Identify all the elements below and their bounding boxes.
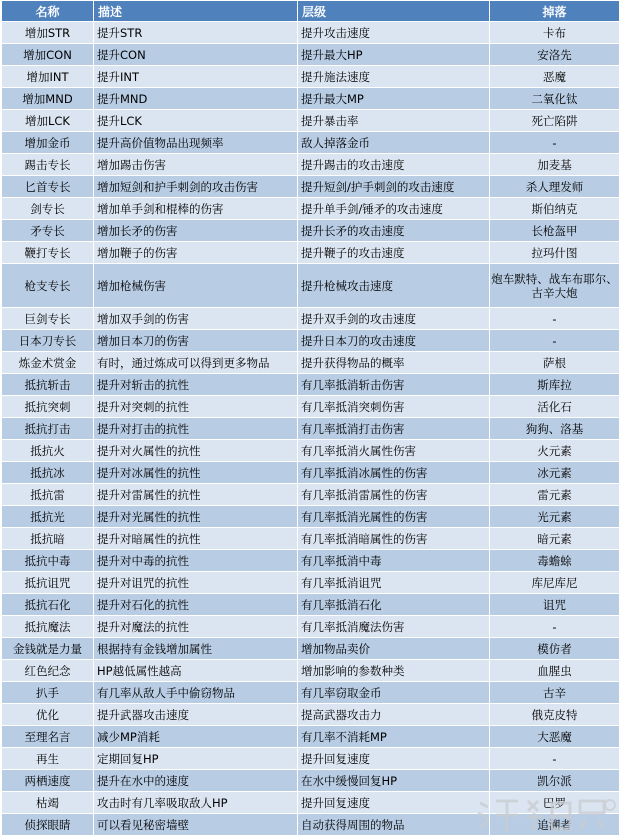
cell-name: 再生 — [2, 748, 94, 770]
cell-level: 提升长矛的攻击速度 — [298, 220, 490, 242]
cell-drop: 毒蟾蜍 — [490, 550, 620, 572]
cell-drop: 大恶魔 — [490, 726, 620, 748]
cell-level: 提升最大MP — [298, 88, 490, 110]
table-row — [2, 66, 620, 88]
cell-desc: 提升武器攻击速度 — [94, 704, 298, 726]
cell-drop: 卡布 — [490, 22, 620, 44]
cell-drop: - — [490, 308, 620, 330]
cell-desc: 根据持有金钱增加属性 — [94, 638, 298, 660]
cell-desc: 提升对斩击的抗性 — [94, 374, 298, 396]
table-row — [2, 374, 620, 396]
cell-drop: 库尼库尼 — [490, 572, 620, 594]
cell-name: 增加金币 — [2, 132, 94, 154]
cell-name: 抵抗突刺 — [2, 396, 94, 418]
cell-drop: 追溯者 — [490, 814, 620, 836]
table-row — [2, 154, 620, 176]
table-row — [2, 352, 620, 374]
cell-level: 提升双手剑的攻击速度 — [298, 308, 490, 330]
table-row — [2, 528, 620, 550]
cell-name: 两栖速度 — [2, 770, 94, 792]
cell-name: 抵抗打击 — [2, 418, 94, 440]
table-row — [2, 660, 620, 682]
cell-name: 增加STR — [2, 22, 94, 44]
cell-desc: 提升STR — [94, 22, 298, 44]
cell-level: 自动获得周围的物品 — [298, 814, 490, 836]
cell-drop: 死亡陷阱 — [490, 110, 620, 132]
cell-name: 抵抗石化 — [2, 594, 94, 616]
cell-desc: 提升对中毒的抗性 — [94, 550, 298, 572]
cell-desc: 增加短剑和护手刺剑的攻击伤害 — [94, 176, 298, 198]
table-row — [2, 770, 620, 792]
cell-desc: 增加双手剑的伤害 — [94, 308, 298, 330]
table-row — [2, 506, 620, 528]
cell-level: 有几率窃取金币 — [298, 682, 490, 704]
cell-level: 有几率抵消冰属性的伤害 — [298, 462, 490, 484]
cell-drop: 俄克皮特 — [490, 704, 620, 726]
cell-drop: 模仿者 — [490, 638, 620, 660]
table-row — [2, 176, 620, 198]
table-row — [2, 704, 620, 726]
cell-level: 有几率抵消光属性的伤害 — [298, 506, 490, 528]
cell-desc: 提升对雷属性的抗性 — [94, 484, 298, 506]
table-row — [2, 242, 620, 264]
cell-level: 提升施法速度 — [298, 66, 490, 88]
cell-level: 有几率不消耗MP — [298, 726, 490, 748]
cell-level: 提升最大HP — [298, 44, 490, 66]
cell-drop: 斯伯纳克 — [490, 198, 620, 220]
cell-drop: - — [490, 616, 620, 638]
cell-desc: 提升CON — [94, 44, 298, 66]
cell-level: 有几率抵消魔法伤害 — [298, 616, 490, 638]
cell-name: 至理名言 — [2, 726, 94, 748]
cell-name: 枯竭 — [2, 792, 94, 814]
header-drop: 掉落 — [490, 1, 620, 22]
cell-drop: 安洛先 — [490, 44, 620, 66]
cell-drop: 恶魔 — [490, 66, 620, 88]
cell-drop: - — [490, 132, 620, 154]
table-row — [2, 44, 620, 66]
table-row — [2, 682, 620, 704]
cell-name: 枪支专长 — [2, 264, 94, 308]
cell-name: 日本刀专长 — [2, 330, 94, 352]
cell-desc: 增加日本刀的伤害 — [94, 330, 298, 352]
cell-name: 金钱就是力量 — [2, 638, 94, 660]
cell-drop: - — [490, 330, 620, 352]
cell-name: 红色纪念 — [2, 660, 94, 682]
cell-drop: 火元素 — [490, 440, 620, 462]
cell-desc: 减少MP消耗 — [94, 726, 298, 748]
cell-name: 增加LCK — [2, 110, 94, 132]
cell-name: 炼金术赏金 — [2, 352, 94, 374]
table-row — [2, 198, 620, 220]
cell-drop: 斯库拉 — [490, 374, 620, 396]
cell-desc: 提升对光属性的抗性 — [94, 506, 298, 528]
cell-name: 增加INT — [2, 66, 94, 88]
cell-drop: 血腥虫 — [490, 660, 620, 682]
cell-name: 匕首专长 — [2, 176, 94, 198]
cell-level: 提升单手剑/锤矛的攻击速度 — [298, 198, 490, 220]
cell-name: 抵抗火 — [2, 440, 94, 462]
cell-level: 提升鞭子的攻击速度 — [298, 242, 490, 264]
table-row — [2, 550, 620, 572]
cell-desc: 有几率从敌人手中偷窃物品 — [94, 682, 298, 704]
cell-name: 抵抗中毒 — [2, 550, 94, 572]
cell-level: 有几率抵消中毒 — [298, 550, 490, 572]
cell-desc: 提升对火属性的抗性 — [94, 440, 298, 462]
cell-drop: 杀人理发师 — [490, 176, 620, 198]
table-row — [2, 616, 620, 638]
cell-level: 增加物品卖价 — [298, 638, 490, 660]
cell-level: 在水中缓慢回复HP — [298, 770, 490, 792]
cell-name: 矛专长 — [2, 220, 94, 242]
cell-level: 提升踢击的攻击速度 — [298, 154, 490, 176]
cell-level: 提升短剑/护手刺剑的攻击速度 — [298, 176, 490, 198]
table-row — [2, 418, 620, 440]
cell-desc: 提升对突刺的抗性 — [94, 396, 298, 418]
table-row — [2, 264, 620, 308]
cell-desc: 提升对石化的抗性 — [94, 594, 298, 616]
cell-level: 有几率抵消诅咒 — [298, 572, 490, 594]
cell-name: 增加CON — [2, 44, 94, 66]
cell-desc: 攻击时有几率吸取敌人HP — [94, 792, 298, 814]
cell-name: 优化 — [2, 704, 94, 726]
cell-level: 有几率抵消火属性伤害 — [298, 440, 490, 462]
cell-drop: 炮车默特、战车布耶尔、古辛大炮 — [490, 264, 620, 308]
cell-desc: 提升在水中的速度 — [94, 770, 298, 792]
table-row — [2, 396, 620, 418]
cell-desc: HP越低属性越高 — [94, 660, 298, 682]
cell-name: 抵抗诅咒 — [2, 572, 94, 594]
table-body — [2, 22, 620, 836]
cell-drop: 暗元素 — [490, 528, 620, 550]
watermark-logo — [470, 791, 620, 837]
cell-drop: 诅咒 — [490, 594, 620, 616]
cell-level: 提升获得物品的概率 — [298, 352, 490, 374]
cell-level: 有几率抵消突刺伤害 — [298, 396, 490, 418]
cell-level: 敌人掉落金币 — [298, 132, 490, 154]
cell-desc: 提升对诅咒的抗性 — [94, 572, 298, 594]
cell-drop: 萨根 — [490, 352, 620, 374]
cell-name: 侦探眼睛 — [2, 814, 94, 836]
cell-drop: 光元素 — [490, 506, 620, 528]
cell-level: 有几率抵消石化 — [298, 594, 490, 616]
cell-drop: 拉玛什图 — [490, 242, 620, 264]
table-row — [2, 594, 620, 616]
cell-drop: 长枪盔甲 — [490, 220, 620, 242]
cell-desc: 增加长矛的伤害 — [94, 220, 298, 242]
cell-drop: 巴罗 — [490, 792, 620, 814]
cell-level: 提升回复速度 — [298, 748, 490, 770]
cell-desc: 提升MND — [94, 88, 298, 110]
cell-level: 提升枪械攻击速度 — [298, 264, 490, 308]
cell-drop: 狗狗、洛基 — [490, 418, 620, 440]
header-name: 名称 — [2, 1, 94, 22]
cell-desc: 提升对魔法的抗性 — [94, 616, 298, 638]
cell-drop: 活化石 — [490, 396, 620, 418]
cell-name: 扒手 — [2, 682, 94, 704]
cell-drop: 加麦基 — [490, 154, 620, 176]
table-row — [2, 330, 620, 352]
table-row — [2, 22, 620, 44]
table-row — [2, 462, 620, 484]
cell-name: 抵抗魔法 — [2, 616, 94, 638]
cell-name: 增加MND — [2, 88, 94, 110]
cell-name: 踢击专长 — [2, 154, 94, 176]
cell-desc: 提升对打击的抗性 — [94, 418, 298, 440]
cell-desc: 增加单手剑和棍棒的伤害 — [94, 198, 298, 220]
cell-level: 增加影响的参数种类 — [298, 660, 490, 682]
cell-desc: 可以看见秘密墙壁 — [94, 814, 298, 836]
cell-desc: 定期回复HP — [94, 748, 298, 770]
cell-level: 提升攻击速度 — [298, 22, 490, 44]
table-header-row — [2, 1, 620, 22]
cell-level: 提升日本刀的攻击速度 — [298, 330, 490, 352]
cell-name: 巨剑专长 — [2, 308, 94, 330]
table-row — [2, 484, 620, 506]
cell-desc: 提升对冰属性的抗性 — [94, 462, 298, 484]
cell-desc: 增加踢击伤害 — [94, 154, 298, 176]
cell-name: 鞭打专长 — [2, 242, 94, 264]
cell-level: 提高武器攻击力 — [298, 704, 490, 726]
table-row — [2, 88, 620, 110]
cell-level: 有几率抵消暗属性的伤害 — [298, 528, 490, 550]
table-row — [2, 110, 620, 132]
cell-name: 抵抗斩击 — [2, 374, 94, 396]
cell-desc: 提升INT — [94, 66, 298, 88]
cell-drop: 雷元素 — [490, 484, 620, 506]
table-row — [2, 220, 620, 242]
cell-level: 有几率抵消打击伤害 — [298, 418, 490, 440]
cell-drop: 冰元素 — [490, 462, 620, 484]
table-row — [2, 440, 620, 462]
skill-table — [1, 0, 620, 836]
cell-drop: - — [490, 748, 620, 770]
cell-name: 剑专长 — [2, 198, 94, 220]
cell-level: 提升回复速度 — [298, 792, 490, 814]
cell-drop: 古辛 — [490, 682, 620, 704]
cell-level: 提升暴击率 — [298, 110, 490, 132]
table-row — [2, 726, 620, 748]
cell-drop: 凯尔派 — [490, 770, 620, 792]
cell-name: 抵抗冰 — [2, 462, 94, 484]
table-row — [2, 132, 620, 154]
table-row — [2, 308, 620, 330]
cell-desc: 增加鞭子的伤害 — [94, 242, 298, 264]
cell-desc: 提升对暗属性的抗性 — [94, 528, 298, 550]
cell-name: 抵抗光 — [2, 506, 94, 528]
header-level: 层级 — [298, 1, 490, 22]
cell-name: 抵抗雷 — [2, 484, 94, 506]
table-row — [2, 572, 620, 594]
cell-name: 抵抗暗 — [2, 528, 94, 550]
cell-desc: 提升高价值物品出现频率 — [94, 132, 298, 154]
cell-desc: 有时，通过炼成可以得到更多物品 — [94, 352, 298, 374]
header-desc: 描述 — [94, 1, 298, 22]
cell-level: 有几率抵消斩击伤害 — [298, 374, 490, 396]
cell-drop: 二氧化钛 — [490, 88, 620, 110]
table-row — [2, 748, 620, 770]
cell-level: 有几率抵消雷属性的伤害 — [298, 484, 490, 506]
cell-desc: 增加枪械伤害 — [94, 264, 298, 308]
table-row — [2, 638, 620, 660]
cell-desc: 提升LCK — [94, 110, 298, 132]
